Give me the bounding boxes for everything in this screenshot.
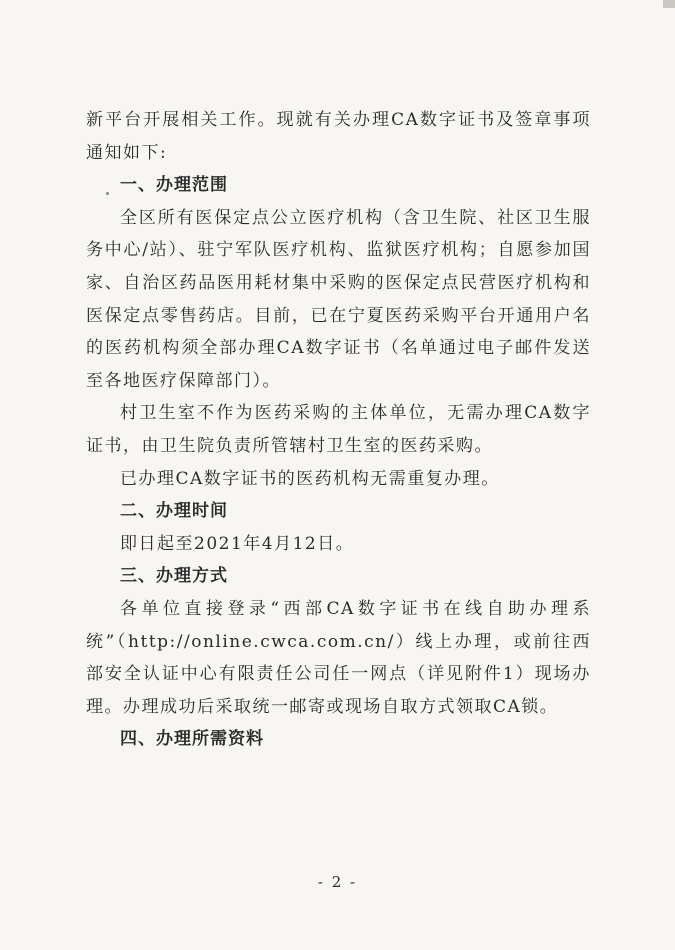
scope-paragraph-1: 全区所有医保定点公立医疗机构（含卫生院、社区卫生服务中心/站）、驻宁军队医疗机构、监狱医疗机构；自愿参加国家、自治区药品医用耗材集中采购的医保定点民营医疗机构和医保定点零售药店。目前，已在宁夏医药采购平台开通用户名的医药机构须全部办理CA数字证书（名单通过电子邮件发送至各地医疗保障部门）。 [86, 207, 591, 391]
page-number: - 2 - [317, 873, 358, 891]
page-corner-mark [663, 0, 675, 8]
section-heading-scope: 一、办理范围 [120, 175, 228, 196]
section-heading-time: 二、办理时间 [120, 501, 228, 522]
body-text [86, 104, 591, 756]
intro-paragraph: 新平台开展相关工作。现就有关办理CA数字证书及签章事项通知如下: [86, 110, 591, 163]
time-paragraph: 即日起至2021年4月12日。 [120, 533, 355, 554]
section-heading-materials: 四、办理所需资料 [120, 729, 264, 750]
scope-paragraph-2: 村卫生室不作为医药采购的主体单位，无需办理CA数字证书，由卫生院负责所管辖村卫生室的医药采购。 [86, 403, 591, 456]
section-heading-method: 三、办理方式 [120, 566, 228, 587]
method-paragraph: 各单位直接登录“西部CA数字证书在线自助办理系统”（http://online.cwca.com.cn/）线上办理，或前往西部安全认证中心有限责任公司任一网点（详见附件1）现场办理。办理成功后采取统一邮寄或现场自取方式领取CA锁。 [86, 598, 591, 717]
scope-paragraph-3: 已办理CA数字证书的医药机构无需重复办理。 [120, 468, 500, 489]
